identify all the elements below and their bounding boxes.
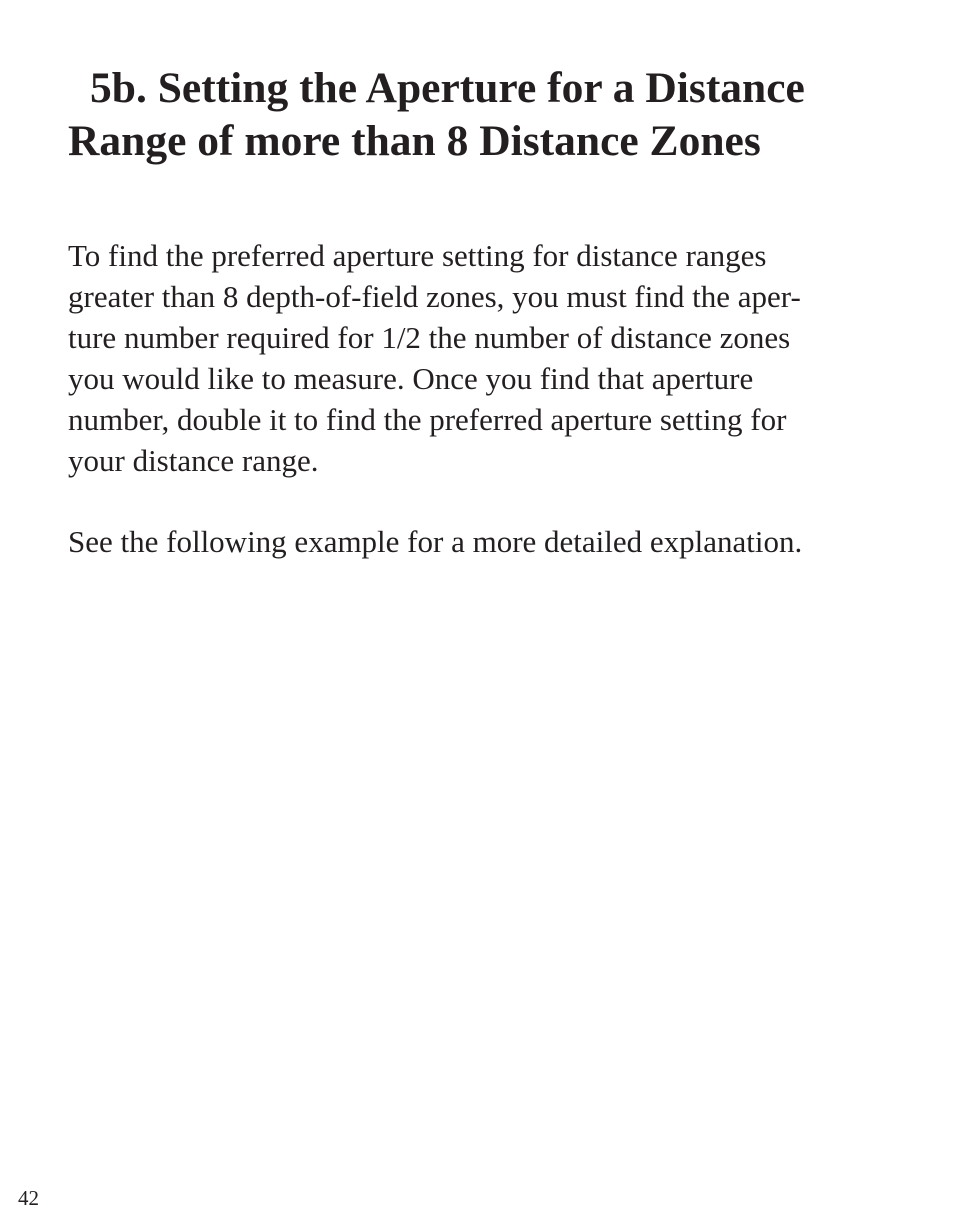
page-number: 42 bbox=[18, 1186, 39, 1210]
paragraph-line: number, double it to find the preferred aperture setting for bbox=[68, 402, 787, 437]
paragraph-line: your distance range. bbox=[68, 443, 319, 478]
paragraph-line: To find the preferred aperture setting for distance ranges bbox=[68, 238, 767, 273]
paragraph-line: greater than 8 depth-of-field zones, you must find the aper- bbox=[68, 279, 801, 314]
heading-line-2: Range of more than 8 Distance Zones bbox=[68, 117, 761, 165]
paragraph-example-reference: See the following example for a more detailed explanation. bbox=[68, 524, 803, 559]
heading-line-1: 5b. Setting the Aperture for a Distance bbox=[90, 64, 805, 112]
section-heading bbox=[68, 62, 908, 168]
paragraph-instructions bbox=[68, 235, 898, 481]
paragraph-line: ture number required for 1/2 the number of distance zones bbox=[68, 320, 791, 355]
paragraph-line: you would like to measure. Once you find that aperture bbox=[68, 361, 754, 396]
